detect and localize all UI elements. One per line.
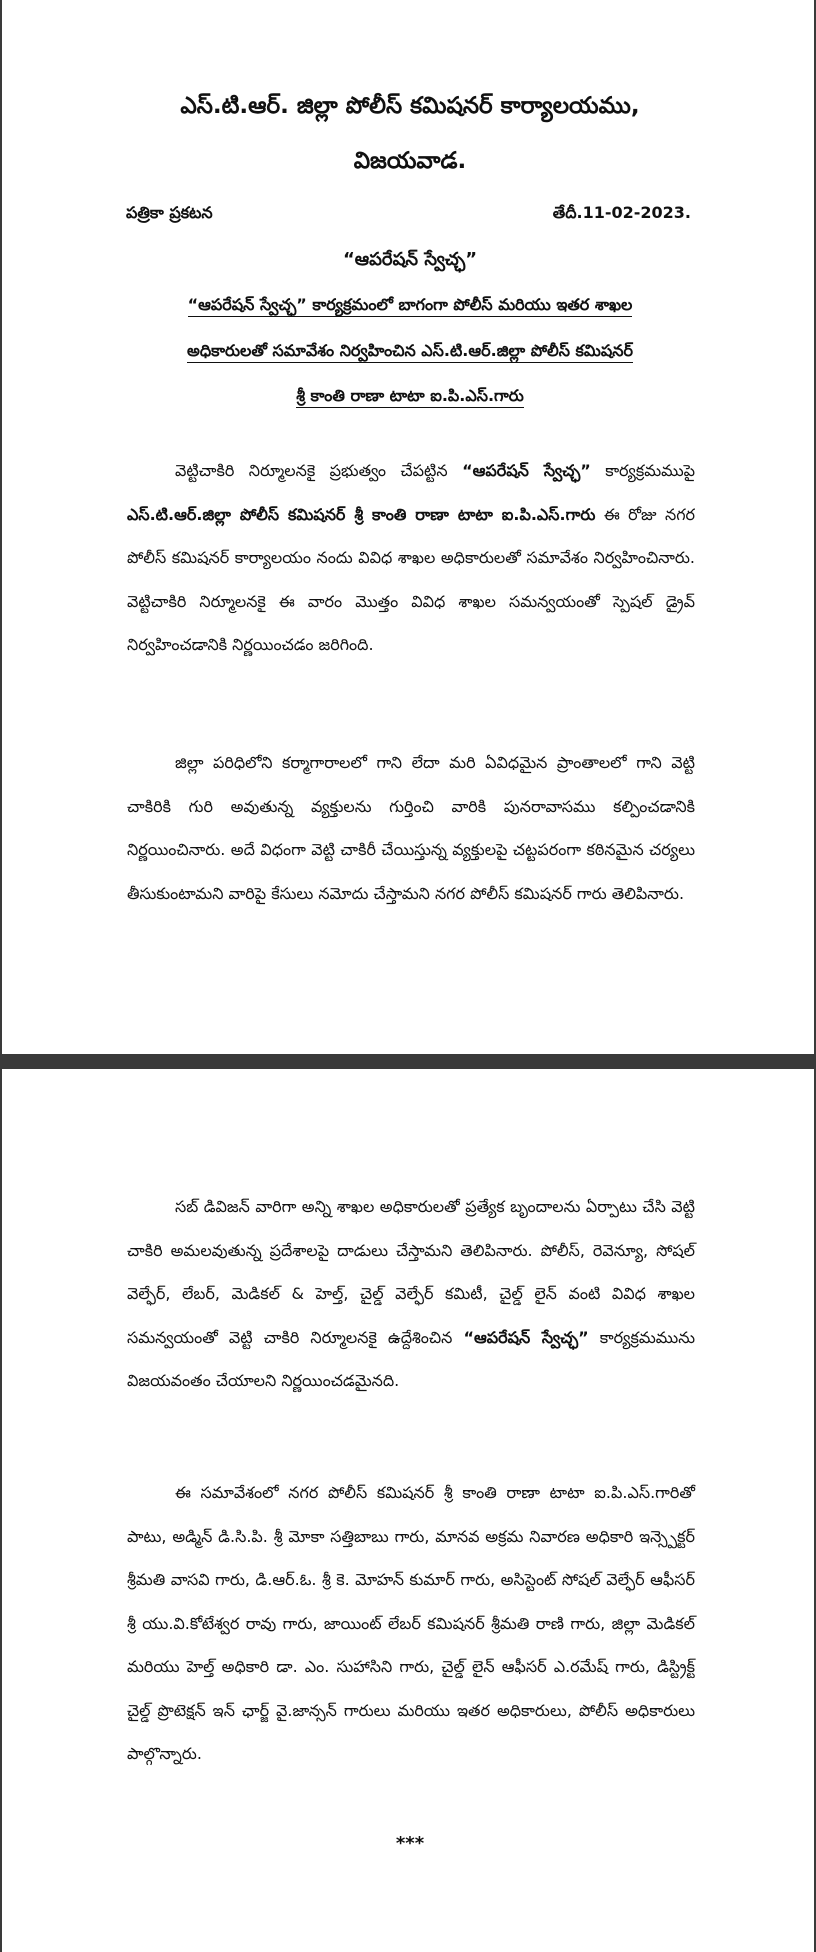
- paragraph-4: ఈ సమావేశంలో నగర పోలీస్ కమిషనర్ శ్రీ కాంతి రాణా టాటా ఐ.పి.ఎస్.గారితో పాటు, అడ్మిన్ డి.సి.పి. శ్రీ మోకా సత్తిబాబు గారు, మానవ అక్రమ నివారణ అధికారి ఇన్స్పెక్టర్ శ్రీమతి వాసవి గారు, డి.ఆర్.ఓ. శ్రీ కె. మోహన్ కుమార్ గారు, అసిస్టెంట్ సోషల్ వెల్ఫేర్ ఆఫీసర్ శ్రీ యు.వి.కోటేశ్వర రావు గారు, జాయింట్ లేబర్ కమిషనర్ శ్రీమతి రాణి గారు, జిల్లా మెడికల్ మరియు హెల్త్ అధికారి డా. ఎం. సుహాసిని గారు, చైల్డ్ లైన్ ఆఫీసర్ ఎ.రమేష్ గారు, డిస్ట్రిక్ట్ చైల్డ్ ప్రొటెక్షన్ ఇన్ ఛార్జ్ వై.జాన్సన్ గారులు మరియు ఇతర అధికారులు, పోలీస్ అధికారులు పాల్గొన్నారు.: [127, 1483, 695, 1763]
- paragraph-3: సబ్ డివిజన్ వారిగా అన్ని శాఖల అధికారులతో ప్రత్యేక బృందాలను ఏర్పాటు చేసి వెట్టి చాకిరి అమలవుతున్న ప్రదేశాలపై దాడులు చేస్తామని తెలిపినారు. పోలీస్, రెవెన్యూ, సోషల్ వెల్ఫేర్, లేబర్, మెడికల్ & హెల్త్, చైల్డ్ వెల్ఫేర్ కమిటీ, చైల్డ్ లైన్ వంటి వివిధ శాఖల సమన్వయంతో వెట్టి చాకిరి నిర్మూలనకై ఉద్దేశించిన “ఆపరేషన్ స్వేచ్ఛ” కార్యక్రమమును విజయవంతం చేయాలని నిర్ణయించడమైనది.: [127, 1197, 695, 1390]
- paragraph-1: వెట్టిచాకిరి నిర్మూలనకై ప్రభుత్వం చేపట్టిన “ఆపరేషన్ స్వేచ్ఛ” కార్యక్రమముపై ఎస్.టి.ఆర్.జిల్లా పోలీస్ కమిషనర్ శ్రీ కాంతి రాణా టాటా ఐ.పి.ఎస్.గారు ఈ రోజు నగర పోలీస్ కమిషనర్ కార్యాలయం నందు వివిధ శాఖల అధికారులతో సమావేశం నిర్వహించినారు. వెట్టిచాకిరి నిర్మూలనకై ఈ వారం మొత్తం వివిధ శాఖల సమన్వయంతో స్పెషల్ డ్రైవ్ నిర్వహించడానికి నిర్ణయించడం జరిగింది.: [127, 461, 696, 654]
- subtitle-line-1: “ఆపరేషన్ స్వేచ్ఛ” కార్యక్రమంలో బాగంగా పోలీస్ మరియు ఇతర శాఖల: [2, 295, 816, 318]
- press-release-page-2: [0, 1069, 816, 1952]
- release-date: తేదీ.11-02-2023.: [552, 203, 691, 222]
- end-mark: ***: [395, 1833, 425, 1854]
- paragraph-2: జిల్లా పరిధిలోని కర్మాగారాలలో గాని లేదా మరి ఏవిధమైన ప్రాంతాలలో గాని వెట్టి చాకిరికి గురి అవుతున్న వ్యక్తులను గుర్తించి వారికి పునరావాసము కల్పించడానికి నిర్ణయించినారు. అదే విధంగా వెట్టి చాకిరీ చేయిస్తున్న వ్యక్తులపై చట్టపరంగా కఠినమైన చర్యలు తీసుకుంటామని వారిపై కేసులు నమోదు చేస్తామని నగర పోలీస్ కమిషనర్ గారు తెలిపినారు.: [127, 753, 695, 903]
- subtitle-line-2: అధికారులతో సమావేశం నిర్వహించిన ఎస్.టి.ఆర్.జిల్లా పోలీస్ కమిషనర్: [2, 341, 816, 364]
- subtitle-line-3: శ్రీ కాంతి రాణా టాటా ఐ.పి.ఎస్.గారు: [2, 386, 816, 409]
- office-title-line1: ఎస్.టి.ఆర్. జిల్లా పోలీస్ కమిషనర్ కార్యాలయము,: [180, 93, 640, 119]
- operation-title: “ఆపరేషన్ స్వేచ్ఛ”: [342, 249, 478, 270]
- office-title-line2: విజయవాడ.: [353, 148, 467, 174]
- page-divider: [0, 1054, 816, 1069]
- press-release-label: పత్రికా ప్రకటన: [126, 203, 213, 222]
